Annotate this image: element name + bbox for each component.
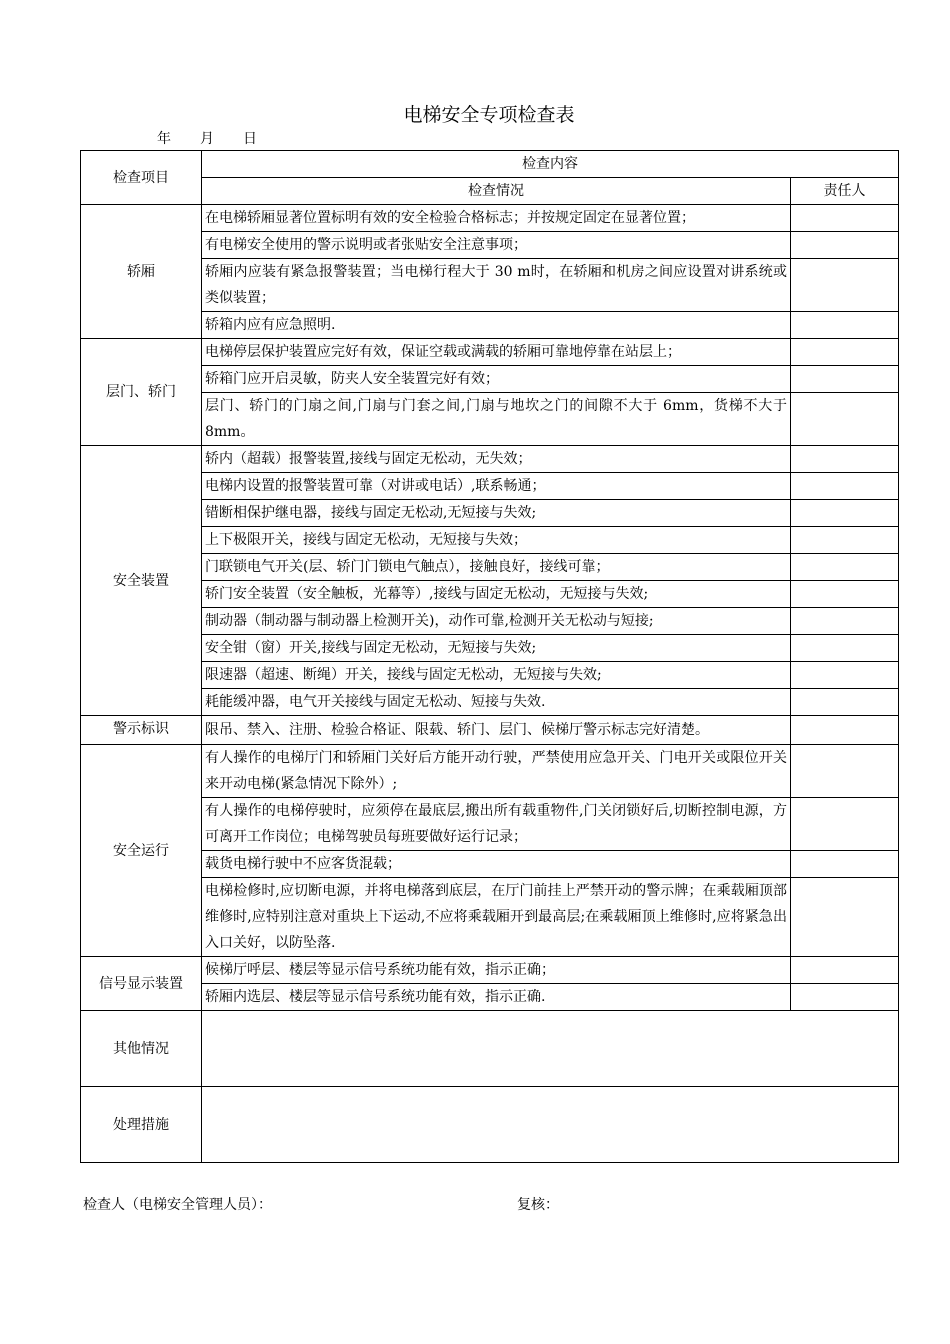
item-text: 门联锁电气开关(层、轿门门锁电气触点），接触良好，接线可靠；: [202, 554, 791, 581]
responsible-cell[interactable]: [791, 446, 899, 473]
page-title: 电梯安全专项检查表: [403, 104, 575, 126]
other-situation-field[interactable]: [202, 1011, 899, 1087]
responsible-cell[interactable]: [791, 312, 899, 339]
item-text: 安全钳（窗）开关,接线与固定无松动，无短接与失效;: [202, 635, 791, 662]
date-year: 年: [157, 131, 171, 147]
item-text: 层门、轿门的门扇之间,门扇与门套之间,门扇与地坎之门的间隙不大于 6mm，货梯不大于 8mm。: [202, 393, 791, 446]
item-text: 轿厢内选层、楼层等显示信号系统功能有效，指示正确.: [202, 984, 791, 1011]
item-text: 轿厢内应装有紧急报警装置；当电梯行程大于 30 m时，在轿厢和机房之间应设置对讲系统或类似装置；: [202, 259, 791, 312]
category-other: 其他情况: [81, 1011, 202, 1087]
footer-inspector: 检查人（电梯安全管理人员）：: [83, 1197, 272, 1213]
item-text: 上下极限开关，接线与固定无松动，无短接与失效；: [202, 527, 791, 554]
category-safe-operation: 安全运行: [81, 745, 202, 957]
responsible-cell[interactable]: [791, 473, 899, 500]
responsible-cell[interactable]: [791, 957, 899, 984]
header-project: 检查项目: [81, 151, 202, 205]
date-month: 月: [200, 131, 214, 147]
responsible-cell[interactable]: [791, 662, 899, 689]
responsible-cell[interactable]: [791, 393, 899, 446]
responsible-cell[interactable]: [791, 984, 899, 1011]
category-doors: 层门、轿门: [81, 339, 202, 446]
header-responsible: 责任人: [791, 178, 899, 205]
category-warning-signs: 警示标识: [81, 716, 202, 745]
responsible-cell[interactable]: [791, 689, 899, 716]
item-text: 有人操作的电梯厅门和轿厢门关好后方能开动行驶，严禁使用应急开关、门电开关或限位开关来开动电梯(紧急情况下除外）;: [202, 745, 791, 798]
footer-review: 复核：: [517, 1197, 559, 1213]
responsible-cell[interactable]: [791, 366, 899, 393]
item-text: 电梯检修时,应切断电源，并将电梯落到底层，在厅门前挂上严禁开动的警示牌；在乘载厢顶部维修时,应特别注意对重块上下运动,不应将乘载厢开到最高层;在乘载厢顶上维修时,应将紧急出入口关好，以防坠落.: [202, 878, 791, 957]
category-measures: 处理措施: [81, 1087, 202, 1163]
item-text: 错断相保护继电器，接线与固定无松动,无短接与失效;: [202, 500, 791, 527]
item-text: 有人操作的电梯停驶时，应须停在最底层,搬出所有载重物件,门关闭锁好后,切断控制电源，方可离开工作岗位；电梯驾驶员每班要做好运行记录；: [202, 798, 791, 851]
header-situation: 检查情况: [202, 178, 791, 205]
responsible-cell[interactable]: [791, 527, 899, 554]
date-day: 日: [243, 131, 257, 147]
item-text: 限吊、禁入、注册、检验合格证、限载、轿门、层门、候梯厅警示标志完好清楚。: [202, 716, 791, 745]
inspection-table: [80, 150, 899, 1163]
item-text: 载货电梯行驶中不应客货混载；: [202, 851, 791, 878]
item-text: 轿内（超载）报警装置,接线与固定无松动，无失效；: [202, 446, 791, 473]
item-text: 在电梯轿厢显著位置标明有效的安全检验合格标志；并按规定固定在显著位置；: [202, 205, 791, 232]
responsible-cell[interactable]: [791, 745, 899, 798]
responsible-cell[interactable]: [791, 851, 899, 878]
item-text: 有电梯安全使用的警示说明或者张贴安全注意事项；: [202, 232, 791, 259]
item-text: 电梯停层保护装置应完好有效，保证空载或满载的轿厢可靠地停靠在站层上；: [202, 339, 791, 366]
item-text: 轿箱内应有应急照明.: [202, 312, 791, 339]
category-signal-display: 信号显示装置: [81, 957, 202, 1011]
item-text: 轿门安全装置（安全触板，光幕等）,接线与固定无松动，无短接与失效;: [202, 581, 791, 608]
item-text: 限速器（超速、断绳）开关，接线与固定无松动，无短接与失效;: [202, 662, 791, 689]
responsible-cell[interactable]: [791, 205, 899, 232]
responsible-cell[interactable]: [791, 581, 899, 608]
item-text: 耗能缓冲器，电气开关接线与固定无松动、短接与失效.: [202, 689, 791, 716]
category-car: 轿厢: [81, 205, 202, 339]
responsible-cell[interactable]: [791, 500, 899, 527]
responsible-cell[interactable]: [791, 716, 899, 745]
responsible-cell[interactable]: [791, 798, 899, 851]
item-text: 候梯厅呼层、楼层等显示信号系统功能有效，指示正确；: [202, 957, 791, 984]
category-safety-devices: 安全装置: [81, 446, 202, 716]
responsible-cell[interactable]: [791, 259, 899, 312]
responsible-cell[interactable]: [791, 635, 899, 662]
responsible-cell[interactable]: [791, 878, 899, 957]
responsible-cell[interactable]: [791, 608, 899, 635]
responsible-cell[interactable]: [791, 554, 899, 581]
measures-field[interactable]: [202, 1087, 899, 1163]
item-text: 电梯内设置的报警装置可靠（对讲或电话）,联系畅通；: [202, 473, 791, 500]
responsible-cell[interactable]: [791, 339, 899, 366]
header-content: 检查内容: [202, 151, 899, 178]
item-text: 轿箱门应开启灵敏，防夹人安全装置完好有效；: [202, 366, 791, 393]
item-text: 制动器（制动器与制动器上检测开关)，动作可靠,检测开关无松动与短接;: [202, 608, 791, 635]
responsible-cell[interactable]: [791, 232, 899, 259]
